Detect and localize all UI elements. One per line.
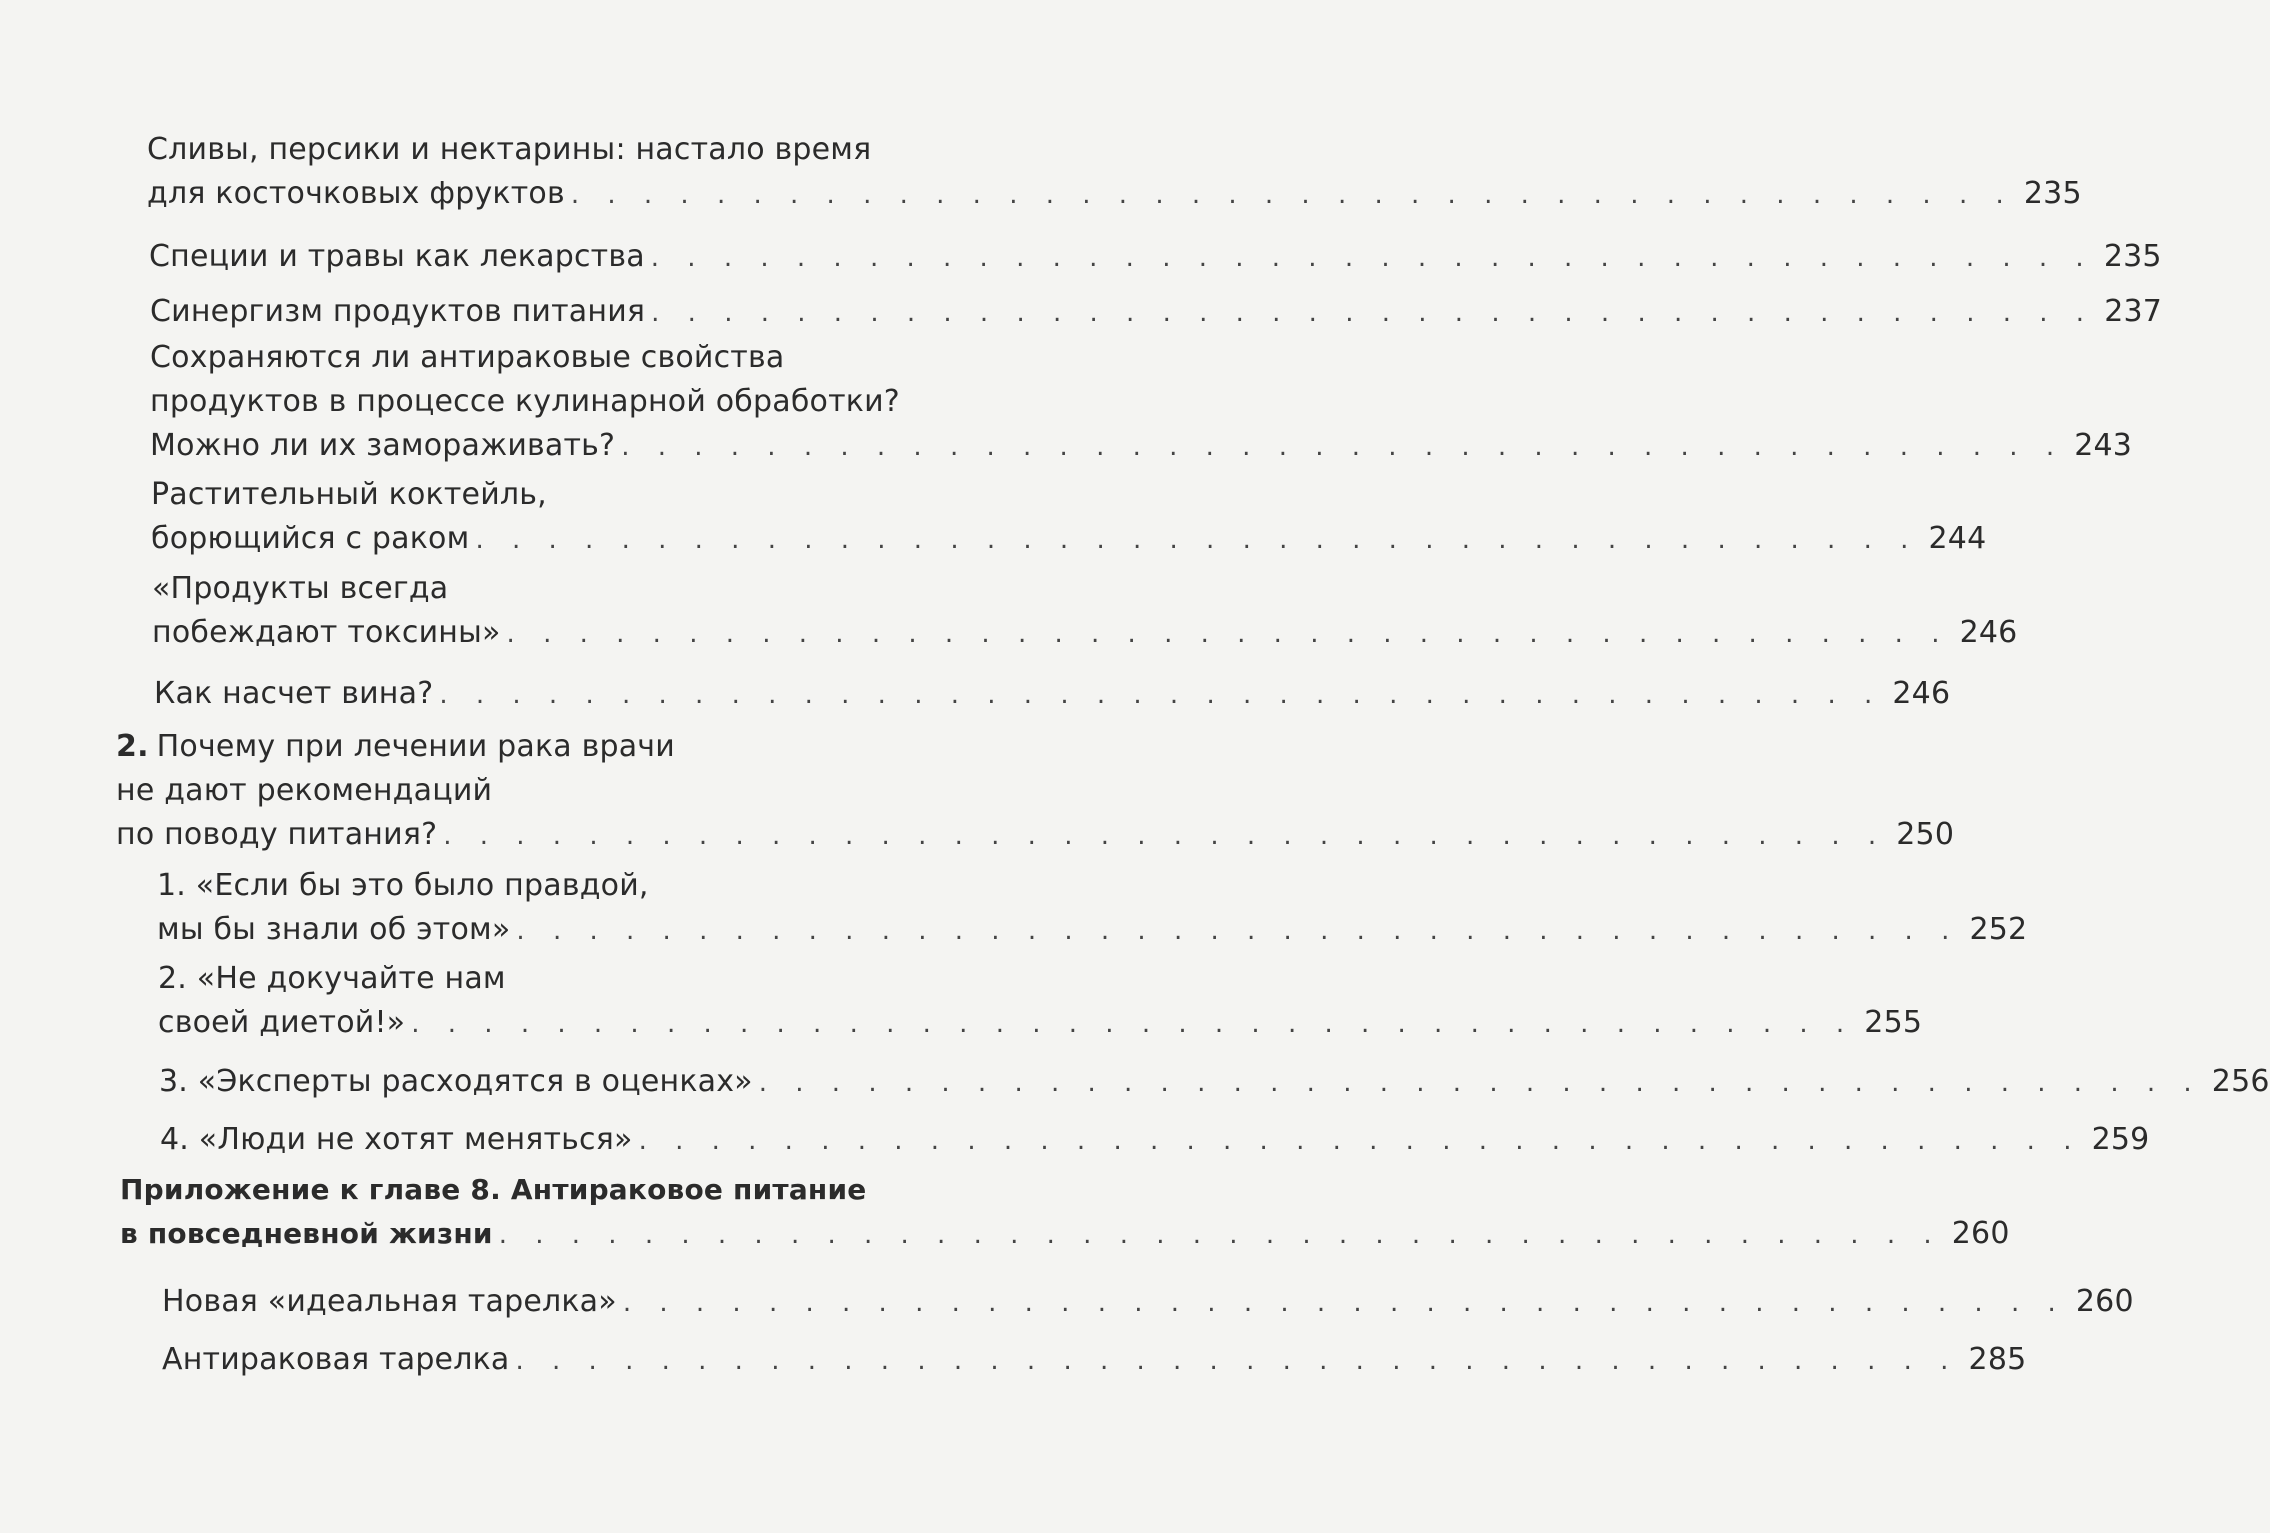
- leader-dots: . . . . . . . . . . . . . . . . . . . . . . . . . . . . . . . . . . . . . . . .: [651, 298, 2095, 328]
- toc-entry-text: Специи и травы как лекарства: [149, 239, 645, 274]
- toc-entry-text: в повседневной жизни: [120, 1217, 493, 1250]
- toc-entry-text: 2. «Не докучайте нам: [158, 961, 506, 996]
- leader-dots: . . . . . . . . . . . . . . . . . . . . . . . . . . . . . . . . . . . . . . . .: [439, 680, 1883, 710]
- toc-entry: [160, 1118, 2150, 1163]
- leader-dots: . . . . . . . . . . . . . . . . . . . . . . . . . . . . . . . . . . . . . . . .: [570, 180, 2014, 210]
- toc-entry-text: продуктов в процессе кулинарной обработки?: [150, 384, 900, 419]
- toc-entry-text: борющийся с раком: [151, 521, 470, 556]
- page-number: 235: [2023, 176, 2082, 211]
- toc-entry-text: Новая «идеальная тарелка»: [162, 1284, 617, 1319]
- page-number: 260: [1951, 1216, 2010, 1251]
- toc-entry: [152, 567, 2018, 656]
- toc-entry-text: Антираковая тарелка: [162, 1342, 510, 1377]
- toc-entry: [147, 128, 2082, 217]
- toc-entry-text: Растительный коктейль,: [151, 477, 547, 512]
- leader-dots: . . . . . . . . . . . . . . . . . . . . . . . . . . . . . . . . . . . . . . . .: [622, 1288, 2066, 1318]
- page-number: 250: [1896, 817, 1955, 852]
- toc-entry-text: «Продукты всегда: [152, 571, 449, 606]
- leader-dots: . . . . . . . . . . . . . . . . . . . . . . . . . . . . . . . . . . . . . . . .: [638, 1126, 2082, 1156]
- toc-entry-text: мы бы знали об этом»: [157, 912, 511, 947]
- page-number: 244: [1928, 521, 1987, 556]
- toc-entry: [157, 864, 2028, 953]
- page-number: 260: [2075, 1284, 2134, 1319]
- page-number: 285: [1968, 1342, 2027, 1377]
- toc-appendix-entry: [120, 1168, 2010, 1257]
- toc-entry: [150, 336, 2133, 469]
- toc-entry-text: Приложение к главе 8. Антираковое питание: [120, 1173, 867, 1206]
- toc-entry-text: Почему при лечении рака врачи: [156, 729, 675, 764]
- toc-entry: [154, 672, 1951, 717]
- toc-entry: [162, 1338, 2027, 1383]
- toc-entry-text: 3. «Эксперты расходятся в оценках»: [159, 1064, 753, 1099]
- leader-dots: . . . . . . . . . . . . . . . . . . . . . . . . . . . . . . . . . . . . . . . .: [443, 821, 1887, 851]
- leader-dots: . . . . . . . . . . . . . . . . . . . . . . . . . . . . . . . . . . . . . . . .: [411, 1009, 1855, 1039]
- page-number: 246: [1959, 615, 2018, 650]
- page-number: 256: [2211, 1064, 2270, 1099]
- page-number: 243: [2074, 428, 2133, 463]
- page-number: 246: [1892, 676, 1951, 711]
- leader-dots: . . . . . . . . . . . . . . . . . . . . . . . . . . . . . . . . . . . . . . . .: [475, 525, 1919, 555]
- leader-dots: . . . . . . . . . . . . . . . . . . . . . . . . . . . . . . . . . . . . . . . .: [650, 243, 2094, 273]
- page-number: 259: [2091, 1122, 2150, 1157]
- page-number: 252: [1969, 912, 2028, 947]
- toc-entry: [150, 290, 2163, 335]
- toc-entry-text: побеждают токсины»: [152, 615, 501, 650]
- leader-dots: . . . . . . . . . . . . . . . . . . . . . . . . . . . . . . . . . . . . . . . .: [758, 1068, 2202, 1098]
- toc-entry-text: 1. «Если бы это было правдой,: [157, 868, 649, 903]
- leader-dots: . . . . . . . . . . . . . . . . . . . . . . . . . . . . . . . . . . . . . . . .: [621, 432, 2065, 462]
- toc-entry: [151, 473, 1987, 562]
- leader-dots: . . . . . . . . . . . . . . . . . . . . . . . . . . . . . . . . . . . . . . . .: [515, 1346, 1959, 1376]
- toc-entry-text: Синергизм продуктов питания: [150, 294, 646, 329]
- page-number: 237: [2104, 294, 2163, 329]
- toc-entry-text: не дают рекомендаций: [116, 773, 493, 808]
- toc-entry-text: Сливы, персики и нектарины: настало время: [147, 132, 872, 167]
- toc-entry: [149, 235, 2162, 280]
- toc-entry: [158, 957, 1923, 1046]
- toc-entry: [162, 1280, 2134, 1325]
- leader-dots: . . . . . . . . . . . . . . . . . . . . . . . . . . . . . . . . . . . . . . . .: [516, 916, 1960, 946]
- toc-entry: [159, 1060, 2270, 1105]
- toc-entry-text: Сохраняются ли антираковые свойства: [150, 340, 785, 375]
- leader-dots: . . . . . . . . . . . . . . . . . . . . . . . . . . . . . . . . . . . . . . . .: [506, 619, 1950, 649]
- toc-entry-text: для косточковых фруктов: [147, 176, 565, 211]
- leader-dots: . . . . . . . . . . . . . . . . . . . . . . . . . . . . . . . . . . . . . . . .: [498, 1220, 1942, 1250]
- page-number: 235: [2103, 239, 2162, 274]
- page-number: 255: [1864, 1005, 1923, 1040]
- toc-entry-text: 4. «Люди не хотят меняться»: [160, 1122, 633, 1157]
- section-number: 2.: [116, 729, 149, 764]
- toc-entry-text: своей диетой!»: [158, 1005, 406, 1040]
- toc-entry-text: Как насчет вина?: [154, 676, 434, 711]
- toc-section-entry: [116, 725, 1955, 858]
- toc-entry-text: по поводу питания?: [116, 817, 438, 852]
- toc-entry-text: Можно ли их замораживать?: [150, 428, 616, 463]
